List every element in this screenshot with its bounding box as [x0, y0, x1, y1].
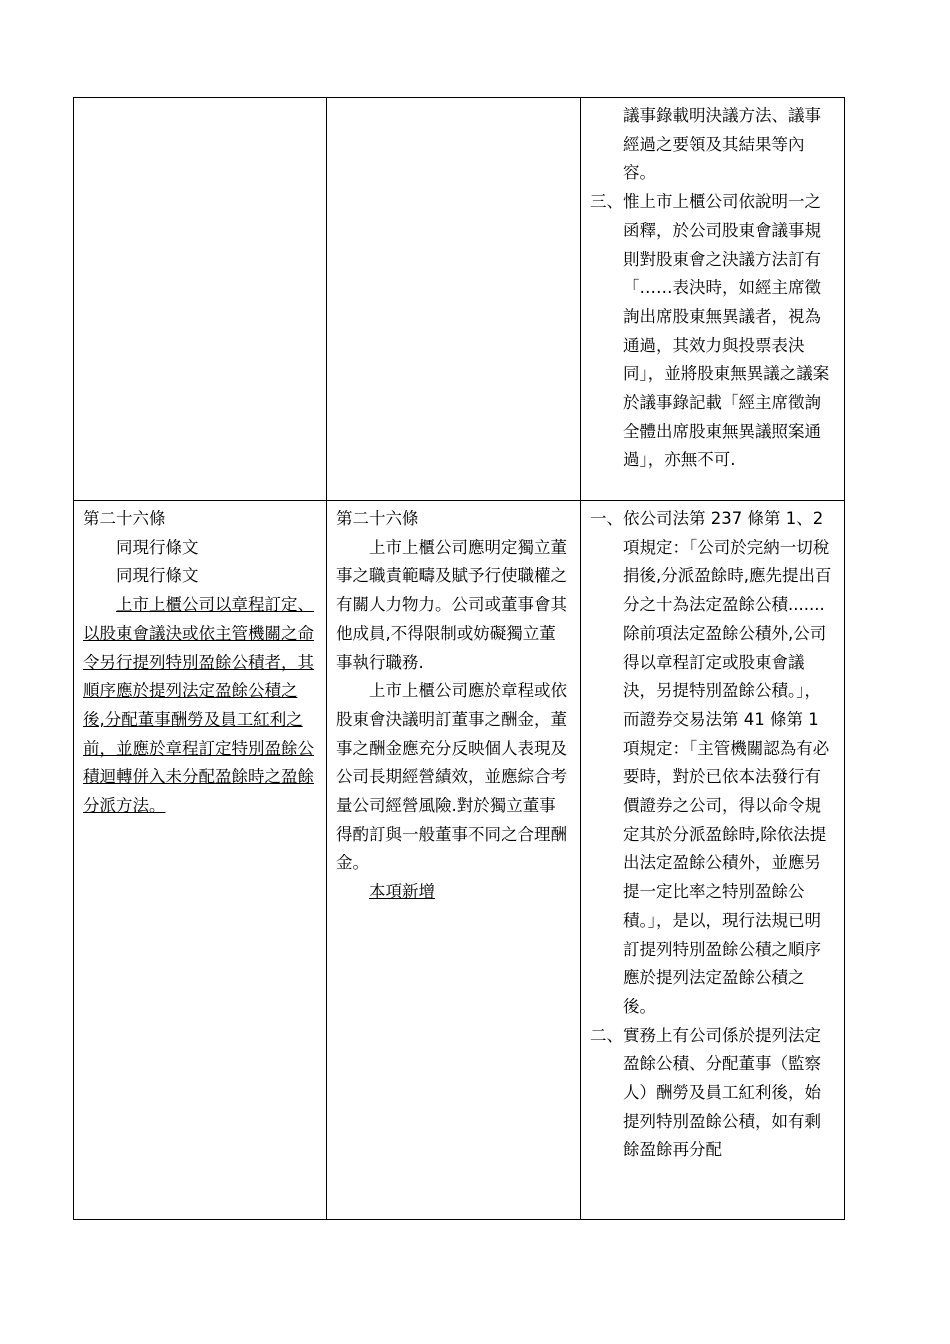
item-number: 二、: [590, 1025, 623, 1045]
item-number: 一、: [590, 509, 623, 528]
article-paragraph: 上市上櫃公司應於章程或依股東會決議明訂董事之酬金，董事之酬金應充分反映個人表現及公司長期經營績效，並應綜合考量公司經營風險.對於獨立董事得酌訂與一般董事不同之合理酬金。: [336, 681, 567, 873]
current-article-cell: [327, 98, 581, 501]
table-row: [74, 98, 845, 501]
same-as-current-text: 同現行條文: [116, 537, 199, 557]
article-heading: 第二十六條: [336, 509, 419, 528]
explanation-cell: [581, 501, 845, 1220]
new-item-note: 本項新增: [369, 882, 435, 902]
current-article-cell: [327, 501, 581, 1220]
item-number: 三、: [590, 192, 623, 212]
explanation-cell: [581, 98, 845, 501]
same-as-current-text: 同現行條文: [116, 566, 199, 586]
amended-paragraph: 上市上櫃公司以章程訂定、以股東會議決或依主管機關之命令另行提列特別盈餘公積者，其順序應於提列法定盈餘公積之後,分配董事酬勞及員工紅利之前，並應於章程訂定特別盈餘公積迴轉併入未分配盈餘時之盈餘分派方法。: [83, 595, 314, 816]
table-row: [74, 501, 845, 1220]
explanation-item: [590, 505, 836, 1022]
comparison-table: [73, 97, 845, 1220]
item-text: 惟上市上櫃公司依說明一之函釋，於公司股東會議事規則對股東會之決議方法訂有「……表決時，如經主席徵詢出席股東無異議者，視為通過，其效力與投票表決同」，並將股東無異議之議案於議事錄記載「經主席徵詢全體出席股東無異議照案通過」，亦無不可.: [623, 192, 830, 470]
item-text: 實務上有公司係於提列法定盈餘公積、分配董事（監察人）酬勞及員工紅利後，始提列特別盈餘公積，如有剩餘盈餘再分配: [623, 1025, 821, 1160]
explanation-continuation: 議事錄載明決議方法、議事經過之要領及其結果等內容。: [623, 106, 821, 183]
amended-article-cell: [74, 98, 327, 501]
item-text: 依公司法第 237 條第 1、2 項規定：「公司於完納一切稅捐後,分派盈餘時,應先提出百分之十為法定盈餘公積.......除前項法定盈餘公積外,公司得以章程訂定或股東會議決，另提特別盈餘公積。」，而證券交易法第 41 條第 1 項規定：「主管機關認為有必要時，對於已依本法發行有價證券之公司，得以命令規定其於分派盈餘時,除依法提出法定盈餘公積外，並應另提一定比率之特別盈餘公積。」，是以，現行法規已明訂提列特別盈餘公積之順序應於提列法定盈餘公積之後。: [623, 509, 832, 1016]
explanation-item: [590, 188, 836, 475]
article-heading: 第二十六條: [83, 509, 166, 528]
explanation-item: [590, 1022, 836, 1166]
article-paragraph: 上市上櫃公司應明定獨立董事之職責範疇及賦予行使職權之有關人力物力。公司或董事會其他成員,不得限制或妨礙獨立董事執行職務.: [336, 537, 567, 672]
amended-article-cell: [74, 501, 327, 1220]
